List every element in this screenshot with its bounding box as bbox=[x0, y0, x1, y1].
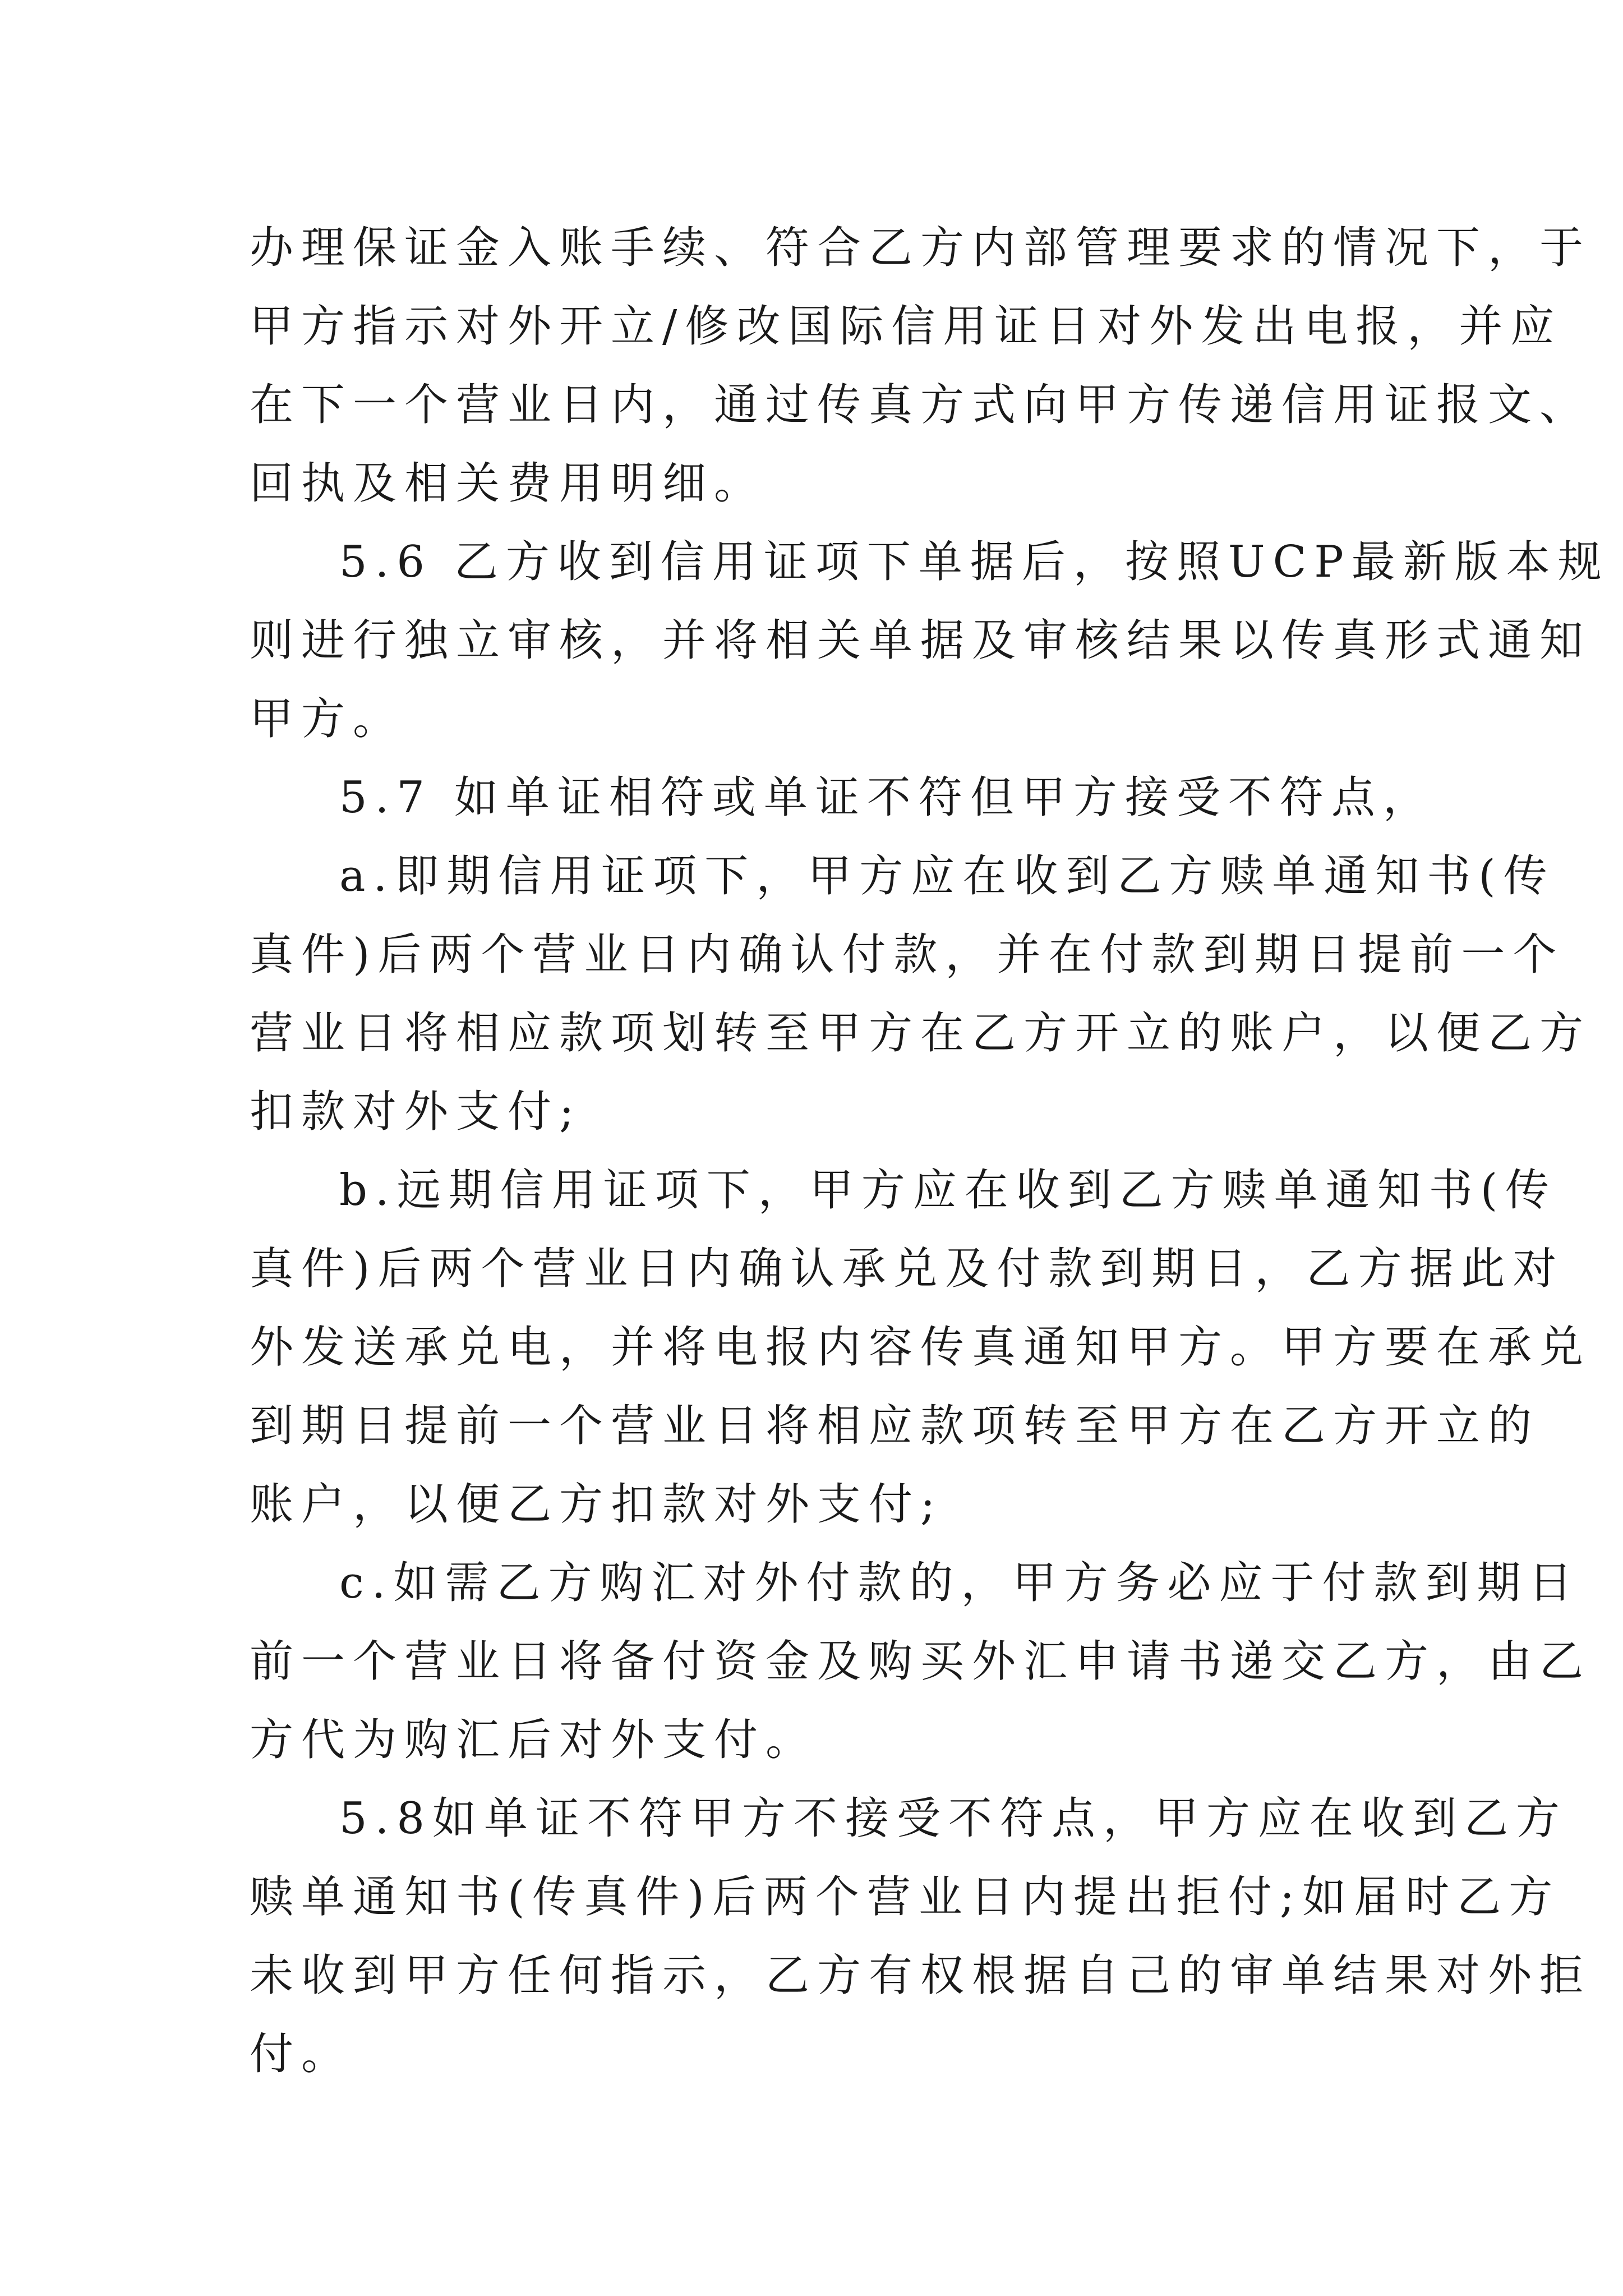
text-line: 赎单通知书(传真件)后两个营业日内提出拒付;如届时乙方 bbox=[250, 1872, 1561, 1922]
text-line: 账户，以便乙方扣款对外支付; bbox=[250, 1479, 943, 1530]
text-line: 方代为购汇后对外支付。 bbox=[250, 1715, 818, 1765]
paragraph-5-8 bbox=[250, 1779, 1592, 2093]
text-line: 营业日将相应款项划转至甲方在乙方开立的账户，以便乙方 bbox=[250, 1008, 1592, 1059]
text-line: 扣款对外支付; bbox=[250, 1087, 582, 1137]
text-line: 到期日提前一个营业日将相应款项转至甲方在乙方开立的 bbox=[250, 1401, 1540, 1451]
text-line: 未收到甲方任何指示，乙方有权根据自己的审单结果对外拒 bbox=[250, 1950, 1592, 2001]
text-line: 5.8如单证不符甲方不接受不符点，甲方应在收到乙方 bbox=[339, 1793, 1568, 1844]
paragraph-5-7-b bbox=[250, 1151, 1592, 1544]
text-line: b.远期信用证项下，甲方应在收到乙方赎单通知书(传 bbox=[339, 1165, 1557, 1216]
document-body bbox=[250, 209, 1610, 2093]
paragraph-5-7-c bbox=[250, 1544, 1592, 1779]
text-line: 真件)后两个营业日内确认承兑及付款到期日，乙方据此对 bbox=[250, 1244, 1565, 1294]
text-line: 回执及相关费用明细。 bbox=[250, 458, 766, 509]
paragraph-5-7-a bbox=[250, 837, 1592, 1151]
text-line: 办理保证金入账手续、符合乙方内部管理要求的情况下，于 bbox=[250, 223, 1592, 273]
text-line: a.即期信用证项下，甲方应在收到乙方赎单通知书(传 bbox=[339, 851, 1555, 901]
text-line: 5.7 如单证相符或单证不符但甲方接受不符点， bbox=[339, 772, 1435, 823]
paragraph-lc-issuance bbox=[250, 209, 1592, 523]
paragraph-5-7 bbox=[250, 758, 1435, 837]
text-line: 则进行独立审核，并将相关单据及审核结果以传真形式通知 bbox=[250, 615, 1592, 666]
text-line: 前一个营业日将备付资金及购买外汇申请书递交乙方，由乙 bbox=[250, 1636, 1592, 1687]
text-line: 付。 bbox=[250, 2029, 353, 2079]
text-line: 外发送承兑电，并将电报内容传真通知甲方。甲方要在承兑 bbox=[250, 1322, 1592, 1373]
text-line: 真件)后两个营业日内确认付款，并在付款到期日提前一个 bbox=[250, 930, 1565, 980]
paragraph-5-6 bbox=[250, 523, 1610, 758]
text-line: 在下一个营业日内，通过传真方式向甲方传递信用证报文、 bbox=[250, 380, 1592, 430]
text-line: 甲方。 bbox=[250, 694, 405, 744]
text-line: 甲方指示对外开立/修改国际信用证日对外发出电报，并应 bbox=[250, 301, 1562, 352]
text-line: 5.6 乙方收到信用证项下单据后，按照UCP最新版本规 bbox=[339, 537, 1610, 587]
text-line: c.如需乙方购汇对外付款的，甲方务必应于付款到期日 bbox=[339, 1558, 1580, 1608]
